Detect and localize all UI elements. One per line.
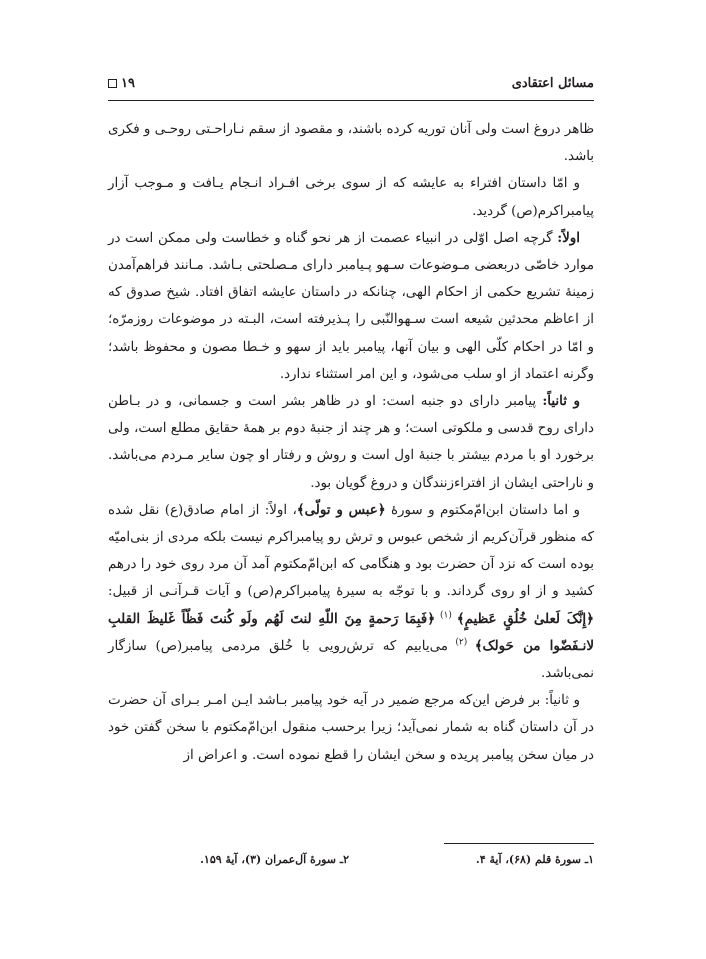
footnote-ref-1: (۱): [435, 610, 457, 621]
body-text: [108, 116, 594, 769]
footnote-ref-2: (۲): [447, 637, 475, 648]
paragraph-5-text-a: و اما داستان ابن‌امّ‌مکتوم و سورهٔ: [385, 502, 580, 518]
paragraph-6: و ثانیاً: بر فرض این‌که مرجع ضمیر در آیه خود پیامبر بـاشد ایـن امـر بـرای آن حضرت در آن داستان گناه به شمار نمی‌آید؛ زیرا برحسب منقول ابن‌امّ‌مکتوم با سخن گفتن خود در میان سخن پیامبر پریده و سخن ایشان را قطع نموده است. و اعراض از: [108, 693, 594, 763]
paragraph-4: [108, 388, 594, 497]
running-header: [108, 76, 594, 100]
quran-verse-1: ﴿إِنَّکَ لَعلیٰ خُلُقٍ عَظیمٍ﴾: [456, 610, 594, 627]
surah-name: ﴿عبس و تولّی﴾: [296, 501, 386, 518]
footnote-1: ۱ـ سورهٔ قلم (۶۸)، آیهٔ ۴.: [475, 853, 594, 866]
page-number: [108, 76, 135, 91]
footnote-divider: [444, 843, 594, 844]
paragraph-4-text: پیامبر دارای دو جنبه است: او در ظاهر بشر است و جسمانی، و در بـاطن دارای روح قدسی و ملکوتی است؛ و هر چند از جنبهٔ دوم بر همهٔ حقایق مطلع است، ولی برخورد او با مردم بیشتر با جنبهٔ اول است و روش و رفتار او چون سایر مـردم می‌باشد. و ناراحتی ایشان از افتراء‌زنندگان و دروغ گویان بود.: [108, 394, 594, 491]
page-number-value: ۱۹: [121, 76, 135, 91]
paragraph-2: و امّا داستان افتراء به عایشه که از سوی برخی افـراد انـجام یـافت و مـوجب آزار پیامبراکرم(ص) گردید.: [108, 176, 594, 219]
square-icon: [108, 79, 117, 88]
paragraph-1: ظاهر دروغ است ولی آنان توریه کرده باشند، و مقصود از سقم نـاراحـتی روحـی و فکری باشد.: [108, 122, 594, 165]
footnotes: [108, 853, 594, 875]
header-divider: [108, 100, 594, 101]
footnote-2: ۲ـ سورهٔ آل‌عمران (۳)، آیهٔ ۱۵۹.: [200, 853, 349, 866]
paragraph-4-label: و ثانیاً:: [542, 393, 580, 410]
paragraph-5-text-b: ، اولاً: از امام صادق(ع) نقل شده که منظور قرآن‌کریم از شخص عبوس و ترش رو پیامبراکرم نیست بلکه مردی از بنی‌امیّه بوده است که نزد آن حضرت بود و هنگامی که ابن‌امّ‌مکتوم آمد آن مرد روی خود را درهم کشید و از او روی گرداند. و با توجّه به سیرهٔ پیامبراکرم(ص) و آیات قـرآنـی از قبیل:: [108, 502, 594, 600]
paragraph-3: [108, 225, 594, 388]
paragraph-5-text-c: می‌یابیم که ترش‌رویی با خُلق مردمی پیامبر(ص) سازگار نمی‌باشد.: [108, 638, 594, 682]
paragraph-5: [108, 497, 594, 687]
paragraph-3-text: گرچه اصل اوّلی در انبیاء عصمت از هر نحو گناه و خطاست ولی ممکن است در موارد خاصّی دربعضی مـوضوعات سـهو پـیامبر دارای مـصلحتی بـاشد. مـانند فراهم‌آمدن زمینهٔ تشریع حکمی از احکام الهی، چنانکه در داستان عایشه اتفاق افتاد. شیخ صدوق که از اعاظم محدثین شیعه است سـهوالنّبی را پـذیرفته است، البـته در موضوعات روزمرّه؛ و امّا در احکام کلّی الهی و بیان آنها، پیامبر باید از سهو و خـطا مصون و محفوظ باشد؛ وگرنه اعتماد از او سلب می‌شود، و این امر استثناء ندارد.: [108, 230, 594, 382]
paragraph-3-label: اولاً:: [557, 229, 580, 246]
header-title: مسائل اعتقادی: [511, 76, 594, 91]
quran-verse-2: ﴿فَبِمَا رَحمةٍ مِنَ اللّهِ لنتَ لَهُم ولَو کُنتَ فَظّاً غَلیظَ القلبِ لانـفَضّوا من حَولک﴾: [108, 610, 594, 654]
